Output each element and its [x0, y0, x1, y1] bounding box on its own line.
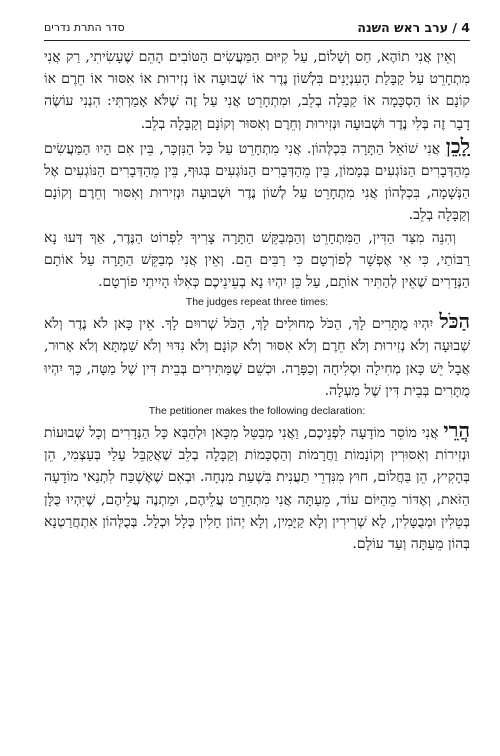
paragraph-request-text: אֲנִי שׁוֹאֵל הַתָּרָה בִּכְלְּהוֹן. אֲנִי מִתְחָרֵט עַל כָּל הַנִּזְכָּר, בֵּין אִם הָיוּ הַמַּעֲשִׂים מֵהַדְּבָרִים הַנּוֹגְעִים בְּמָמוֹן, בֵּין מֵהַדְּבָרִים הַנּוֹגְעִים בְּגוּף, בֵּין מֵהַדְּבָרִים הַנּוֹגְעִים אֶל הַנְּשָׁמָה, בִּכְלְּהוֹן אֲנִי מִתְחָרֵט עַל לְשׁוֹן נֶדֶר וּשְׁבוּעָה וּנְזִירוּת וְאִסּוּר וְחֵרֶם וְקוֹנָם וְקַבָּלָה בְלֵב. — [44, 140, 470, 224]
instruction-petitioner: The petitioner makes the following declaration: — [148, 405, 366, 418]
paragraph-annulment-lead: הַכֹּל — [439, 309, 470, 334]
paragraph-specify: וְהִנֵּה מִצַּד הַדִּין, הַמִּתְחָרֵט וְהַמְּבַקֵּשׁ הַתָּרָה צָרִיךְ לִפְרוֹט הַנֶּדֶר, אַךְ דְּעוּ נָא רַבּוֹתַי, כִּי אִי אֶפְשָׁר לְפוֹרְטָם כִּי רַבִּים הֵם. וְאֵין אֲנִי מְבַקֵּשׁ הַתָּרָה עַל אוֹתָם הַנְּדָרִים שֶׁאֵין לְהַתִּיר אוֹתָם, עַל כֵּן יִהְיוּ נָא בְעֵינֵיכֶם כְּאִלּוּ הָיִיתִי פוֹרְטָם. — [44, 229, 470, 291]
paragraph-declaration-text: אֲנִי מוֹסֵר מוֹדָעָה לִפְנֵיכֶם, וַאֲנִי מְבַטֵּל מִכָּאן וּלְהַבָּא כָּל הַנְּדָרִים וְכָל שְׁבוּעוֹת וּנְזִירוֹת וְאִסּוּרִין וְקוֹנָמוֹת וַחֲרָמוֹת וְהַסְכָּמוֹת וְקַבָּלָה בְלֵב שֶׁאֲקַבֵּל עָלַי בְּעַצְמִי, הֵן בְּהָקִיץ, הֵן בַּחֲלוֹם, חוּץ מִנִּדְרֵי תַעֲנִית בִּשְׁעַת מִנְחָה. וּבְאִם שֶׁאֶשְׁכַּח לִתְנַאי מוֹדָעָה הַזֹּאת, וְאֶדּוֹר מֵהַיּוֹם עוֹד, מֵעַתָּה אֲנִי מִתְחָרֵט עֲלֵיהֶם, וּמַתְנֶה עֲלֵיהֶם, שֶׁיִּהְיוּ כֻּלָּן בְּטֵלִין וּמְבֻטָּלִין, לָא שְׁרִירִין וְלָא קַיָּמִין, וְלָא יְהוֹן חָלִין כְּלָל וּכְלָל. בְּכֻלְּהוֹן אִתְחֲרַטְנָא בְּהוֹן מֵעַתָּה וְעַד עוֹלָם. — [44, 425, 470, 553]
paragraph-annulment — [44, 310, 470, 402]
paragraph-request-lead: לָכֵן — [445, 133, 470, 158]
instruction-judges: The judges repeat three times: — [185, 296, 329, 309]
paragraph-request — [44, 135, 470, 227]
paragraph-declaration — [44, 419, 470, 555]
header-divider — [44, 40, 470, 41]
paragraph-annulment-text: יִהְיוּ מֻתָּרִים לָךְ, הַכֹּל מְחוּלִים לָךְ, הַכֹּל שְׁרוּיִם לָךְ. אֵין כָּאן לֹא נֶדֶר וְלֹא שְׁבוּעָה וְלֹא נְזִירוּת וְלֹא חֵרֶם וְלֹא אִסּוּר וְלֹא קוֹנָם וְלֹא נִדּוּי וְלֹא שַׁמְתָּא וְלֹא אָרוּר, אֲבָל יֵשׁ כָּאן מְחִילָה וּסְלִיחָה וְכַפָּרָה. וּכְשֵׁם שֶׁמַּתִּירִים בְּבֵית דִּין שֶׁל מַטָּה, כָּךְ יִהְיוּ מֻתָּרִים בְּבֵית דִּין שֶׁל מַעְלָה. — [44, 316, 470, 399]
page-number-label: 4 / ערב ראש השנה — [357, 19, 470, 35]
paragraph-declaration-lead: הֲרֵי — [443, 418, 470, 443]
book-title: סדר התרת נדרים — [44, 20, 125, 34]
page-header — [44, 16, 470, 38]
paragraph-regret: וְאֵין אֲנִי תוֹהֶא, חַס וְשָׁלוֹם, עַל קִיּוּם הַמַּעֲשִׂים הַטּוֹבִים הָהֵם שֶׁעָשִׂיתִי, רַק אֲנִי מִתְחָרֵט עַל קַבָּלַת הָעִנְיָנִים בִּלְשׁוֹן נֶדֶר אוֹ שְׁבוּעָה אוֹ נְזִירוּת אוֹ אִסּוּר אוֹ חֵרֶם אוֹ קוֹנָם אוֹ הַסְכָּמָה אוֹ קַבָּלָה בְלֵב, וּמִתְחָרֵט אֲנִי עַל זֶה שֶׁלֹּא אָמַרְתִּי: הִנְנִי עוֹשֶׂה דָבָר זֶה בְּלִי נֶדֶר וּשְׁבוּעָה וּנְזִירוּת וְחֵרֶם וְאִסּוּר וְקוֹנָם וְקַבָּלָה בְלֵב. — [44, 49, 470, 132]
document-body — [44, 46, 470, 555]
